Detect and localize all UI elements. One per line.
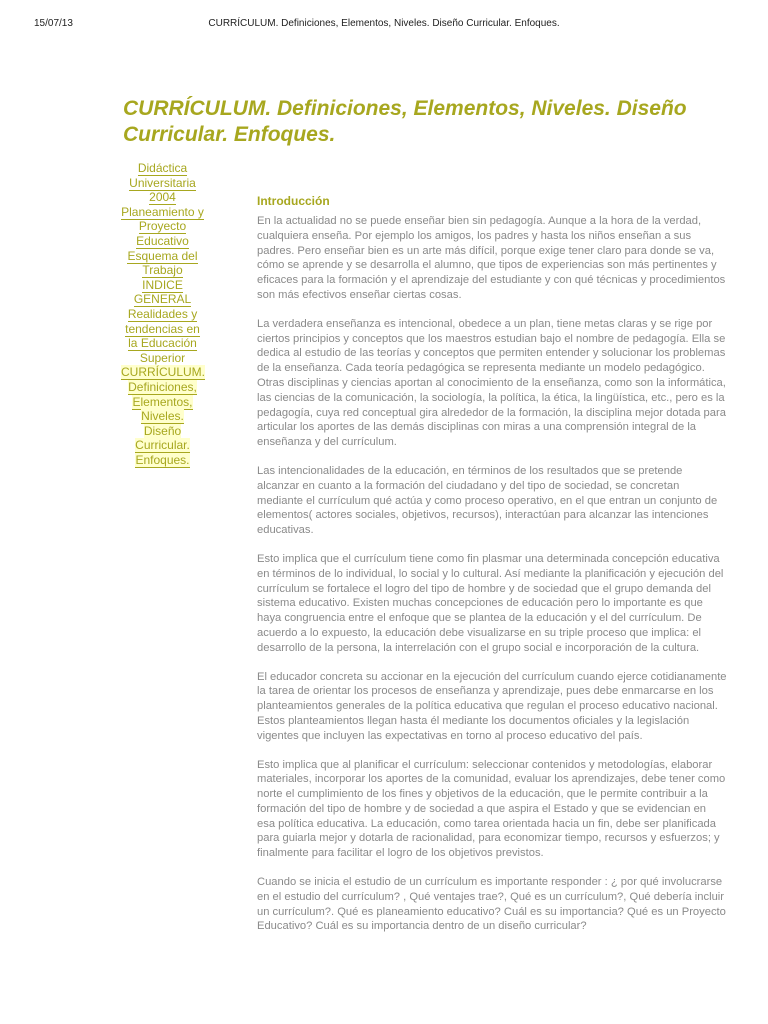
paragraph: El educador concreta su accionar en la ejecución del currículum cuando ejerce cotidianamente la tarea de orientar los procesos de enseñanza y aprendizaje, pues debe enmarcarse en los planteamientos generales de la política educativa que regulan el proceso educativo nacional. Estos planteamientos llegan hasta él mediante los documentos oficiales y la legislación vigentes que incluyen las expectativas en torno al proceso educativo del país. <box>257 670 727 742</box>
sidebar-link-label: Realidades y tendencias en la Educación Superior <box>125 306 200 365</box>
paragraph: En la actualidad no se puede enseñar bien sin pedagogía. Aunque a la hora de la verdad, cualquiera enseña. Por ejemplo los amigos, los padres y hasta los niños enseñan a sus padres. Pero enseñar bien es un arte más difícil, porque exige tener claro para donde se va, cómo se aprende y se desarrolla el alumno, que tipos de experiencias son más pertinentes y eficaces para la formación y el aprendizaje del estudiante y con qué técnicas y procedimientos son más efectivos enseñar ciertas cosas. <box>257 215 726 301</box>
sidebar-link-realidades[interactable] <box>121 307 204 365</box>
sidebar-link-label: Planeamiento y Proyecto Educativo <box>121 204 204 248</box>
print-header <box>0 18 768 34</box>
paragraph: Esto implica que al planificar el currículum: seleccionar contenidos y metodologías, elaborar materiales, incorporar los aportes de la comunidad, evaluar los aprendizajes, debe tener como norte el cumplimiento de los fines y objetivos de la educación, que le permite contribuir a la formación del tipo de hombre y de sociedad a que aspira el Estado y que se evidencian en esa política educativa. La educación, como tarea orientada hacia un fin, debe ser planificada para guiarla mejor y dotarla de racionalidad, para economizar tiempo, recursos y esfuerzos; y finalmente para facilitar el logro de los objetivos previstos. <box>257 758 726 860</box>
paragraph: Esto implica que el currículum tiene como fin plasmar una determinada concepción educativa en términos de lo individual, lo social y lo cultural. Así mediante la planificación y ejecución del currículum se fortalece el logro del tipo de hombre y de sociedad que el grupo demanda del sistema educativo. Existen muchas concepciones de educación pero lo importante es que haya congruencia entre el enfoque que se plantea de la educación y el del currículum. De acuerdo a lo expuesto, la educación debe visualizarse en su triple proceso que implica: el desarrollo de la persona, la interrelación con el grupo social e incorporación de la cultura. <box>257 552 724 654</box>
main-content <box>257 194 727 948</box>
section-heading: Introducción <box>257 194 330 208</box>
sidebar-link-curriculum[interactable] <box>121 365 204 467</box>
sidebar-link-esquema[interactable] <box>121 249 204 278</box>
paragraph: Cuando se inicia el estudio de un currículum es importante responder : ¿ por qué involucrarse en el estudio del currículum? , Qué ventajes trae?, Qué es un currículum?, Qué debería incluir un currículum?. Qué es planeamiento educativo? Cuál es su importancia? Qué es un Proyecto Educativo? Cuál es su importancia dentro de un diseño curricular? <box>257 876 726 933</box>
sidebar-nav <box>121 161 204 467</box>
sidebar-link-indice[interactable] <box>121 278 204 307</box>
print-header-title: CURRÍCULUM. Definiciones, Elementos, Niveles. Diseño Curricular. Enfoques. <box>208 18 560 29</box>
sidebar-link-label: Esquema del Trabajo <box>127 248 198 278</box>
page-title: CURRÍCULUM. Definiciones, Elementos, Niveles. Diseño Curricular. Enfoques. <box>123 97 687 146</box>
paragraph: La verdadera enseñanza es intencional, obedece a un plan, tiene metas claras y se rige por ciertos principios y conceptos que los maestros estudian bajo el nombre de pedagogía. Ella se dedica al estudio de las teorías y conceptos que permiten entender y solucionar los problemas de la enseñanza. Cada teoría pedagógica se representa mediante un modelo pedagógico. Otras disciplinas y ciencias aportan al conocimiento de la enseñanza, como son la informática, las ciencias de la comunicación, la sociología, la política, la ética, la lingüística, etc., pero es la pedagogía, cuya red conceptual gira alrededor de la formación, la disciplina mejor dotada para articular los aportes de las demás disciplinas con miras a una comprensión integral de la enseñanza y del currículum. <box>257 317 726 449</box>
sidebar-link-planeamiento[interactable] <box>121 205 204 249</box>
paragraph: Las intencionalidades de la educación, en términos de los resultados que se pretende alcanzar en cuanto a la formación del ciudadano y del tipo de sociedad, se concretan mediante el currículum qué actúa y como proceso operativo, en el que entran un conjunto de elementos( actores sociales, objetivos, recursos), interactúan para alcanzar las intenciones educativas. <box>257 464 718 537</box>
print-date: 15/07/13 <box>34 18 73 29</box>
sidebar-link-label: INDICE GENERAL <box>133 277 192 307</box>
sidebar-link-label: CURRÍCULUM. Definiciones, Elementos, Niveles. Diseño Curricular. Enfoques. <box>121 365 205 467</box>
sidebar-link-label: Didáctica Universitaria 2004 <box>129 161 196 205</box>
sidebar-link-didactica[interactable] <box>121 161 204 205</box>
